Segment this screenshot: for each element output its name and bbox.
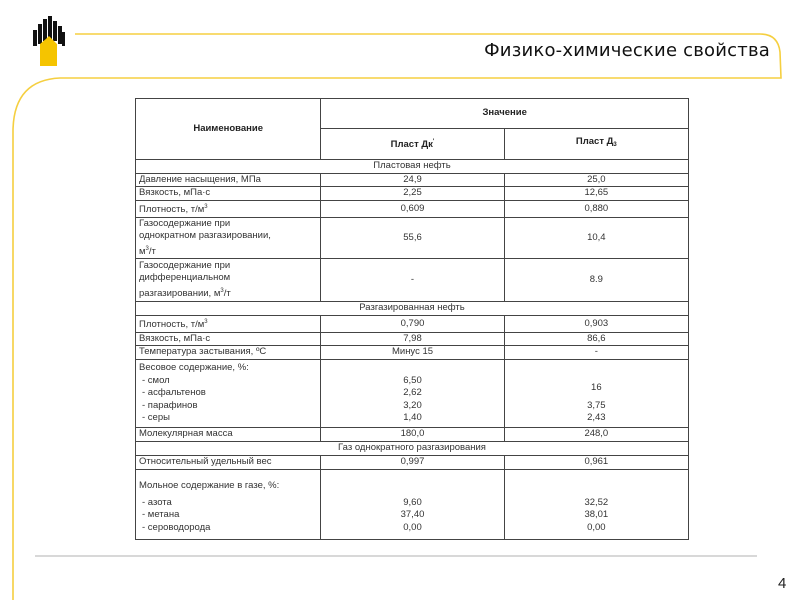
sub-value: 0,00 — [403, 521, 422, 533]
sub-value: 2,43 — [587, 412, 606, 424]
row-sub-label: - серы — [142, 412, 170, 424]
value-d3: 0,903 — [504, 316, 688, 333]
row-label-text: м — [139, 245, 146, 257]
rosneft-logo — [30, 14, 66, 66]
row-label: Давление насыщения, МПа — [136, 173, 321, 187]
row-sub-label: - смол — [142, 374, 170, 386]
table-row — [136, 346, 689, 360]
sub-value: 1,40 — [403, 412, 422, 424]
row-label-line — [139, 285, 317, 301]
row-sub-label: - азота — [142, 496, 172, 508]
column-header-value: Значение — [321, 99, 689, 129]
section-degassed-oil: Разгазированная нефть — [136, 302, 689, 316]
value-d3 — [504, 360, 688, 428]
value-dk: 55,6 — [321, 217, 504, 259]
value-dk: 2,25 — [321, 187, 504, 201]
sub-value: 0,00 — [587, 521, 606, 533]
table-row — [136, 470, 689, 540]
section-reservoir-oil: Пластовая нефть — [136, 160, 689, 174]
row-label — [136, 360, 321, 428]
row-sub-label: - метана — [142, 509, 180, 521]
footer-divider — [35, 555, 757, 557]
row-label — [136, 316, 321, 333]
value-d3: 86,6 — [504, 332, 688, 346]
column-header-dk — [321, 129, 504, 160]
column-header-d3-sub: 3 — [613, 142, 617, 149]
column-header-name: Наименование — [136, 99, 321, 160]
properties-table — [135, 98, 689, 540]
value-d3: 12,65 — [504, 187, 688, 201]
value-dk: 180,0 — [321, 428, 504, 442]
value-dk — [321, 470, 504, 540]
column-header-dk-mark: ' — [432, 139, 435, 146]
value-dk: 0,997 — [321, 456, 504, 470]
row-label — [136, 201, 321, 218]
value-d3: 8.9 — [504, 259, 688, 302]
sub-value: 37,40 — [400, 509, 425, 521]
value-d3: - — [504, 346, 688, 360]
row-sub-label: - асфальтенов — [142, 387, 206, 399]
section-single-flash-gas: Газ однократного разгазирования — [136, 442, 689, 456]
row-label — [136, 217, 321, 259]
table-row — [136, 173, 689, 187]
sub-value: 2,62 — [403, 387, 422, 399]
value-d3 — [504, 470, 688, 540]
value-dk: 0,790 — [321, 316, 504, 333]
row-label-sup: 3 — [204, 204, 208, 210]
page-number: 4 — [778, 575, 787, 592]
value-dk: 0,609 — [321, 201, 504, 218]
section-row — [136, 160, 689, 174]
row-label-text: Плотность, т/м — [139, 204, 205, 215]
sub-value: 38,01 — [584, 509, 609, 521]
row-label-line: дифференциальном — [139, 272, 231, 284]
row-label: Температура застывания, ºС — [136, 346, 321, 360]
value-dk — [321, 360, 504, 428]
table-row — [136, 217, 689, 259]
page-title: Физико-химические свойства — [484, 40, 770, 61]
value-dk: 24,9 — [321, 173, 504, 187]
row-label-tail: /т — [148, 245, 156, 257]
row-label: Относительный удельный вес — [136, 456, 321, 470]
value-d3: 10,4 — [504, 217, 688, 259]
column-header-d3 — [504, 129, 688, 160]
row-sub-label: - парафинов — [142, 399, 198, 411]
sub-value: 32,52 — [584, 496, 609, 508]
table-row — [136, 316, 689, 333]
sub-value: 3,20 — [403, 399, 422, 411]
row-label-text: Плотность, т/м — [139, 319, 205, 330]
row-label-line: Весовое содержание, %: — [139, 362, 249, 374]
table-row — [136, 428, 689, 442]
sub-value: 6,50 — [403, 374, 422, 386]
value-d3: 25,0 — [504, 173, 688, 187]
column-header-d3-label: Пласт Д — [575, 136, 614, 148]
row-label-tail: /т — [223, 287, 231, 299]
value-d3: 0,961 — [504, 456, 688, 470]
row-label — [136, 470, 321, 540]
row-label-sup: 3 — [220, 287, 224, 294]
table-row — [136, 360, 689, 428]
value-dk: Минус 15 — [321, 346, 504, 360]
row-label-line: Мольное содержание в газе, %: — [139, 479, 280, 491]
sub-value: 3,75 — [587, 399, 606, 411]
value-d3: 248,0 — [504, 428, 688, 442]
table-row — [136, 187, 689, 201]
value-dk: - — [321, 259, 504, 302]
value-dk: 7,98 — [321, 332, 504, 346]
row-label-line: Газосодержание при — [139, 217, 231, 229]
table-row — [136, 259, 689, 302]
row-label-sup: 3 — [204, 319, 208, 325]
sub-value-merged: 16 — [591, 381, 602, 393]
sub-value: 9,60 — [403, 496, 422, 508]
row-label: Вязкость, мПа·с — [136, 187, 321, 201]
row-label-text: разгазировании, м — [139, 287, 221, 299]
row-label-line — [139, 243, 317, 259]
row-label — [136, 259, 321, 302]
row-sub-label: - сероводорода — [142, 521, 211, 533]
section-row — [136, 302, 689, 316]
row-label-sup: 3 — [145, 245, 149, 252]
table-row — [136, 201, 689, 218]
table-row — [136, 332, 689, 346]
value-d3: 0,880 — [504, 201, 688, 218]
row-label: Вязкость, мПа·с — [136, 332, 321, 346]
header-row — [136, 99, 689, 129]
table-row — [136, 456, 689, 470]
section-row — [136, 442, 689, 456]
row-label-line: однократном разгазировании, — [139, 230, 271, 241]
column-header-dk-label: Пласт Дк — [390, 139, 433, 151]
row-label: Молекулярная масса — [136, 428, 321, 442]
row-label-line: Газосодержание при — [139, 259, 231, 271]
